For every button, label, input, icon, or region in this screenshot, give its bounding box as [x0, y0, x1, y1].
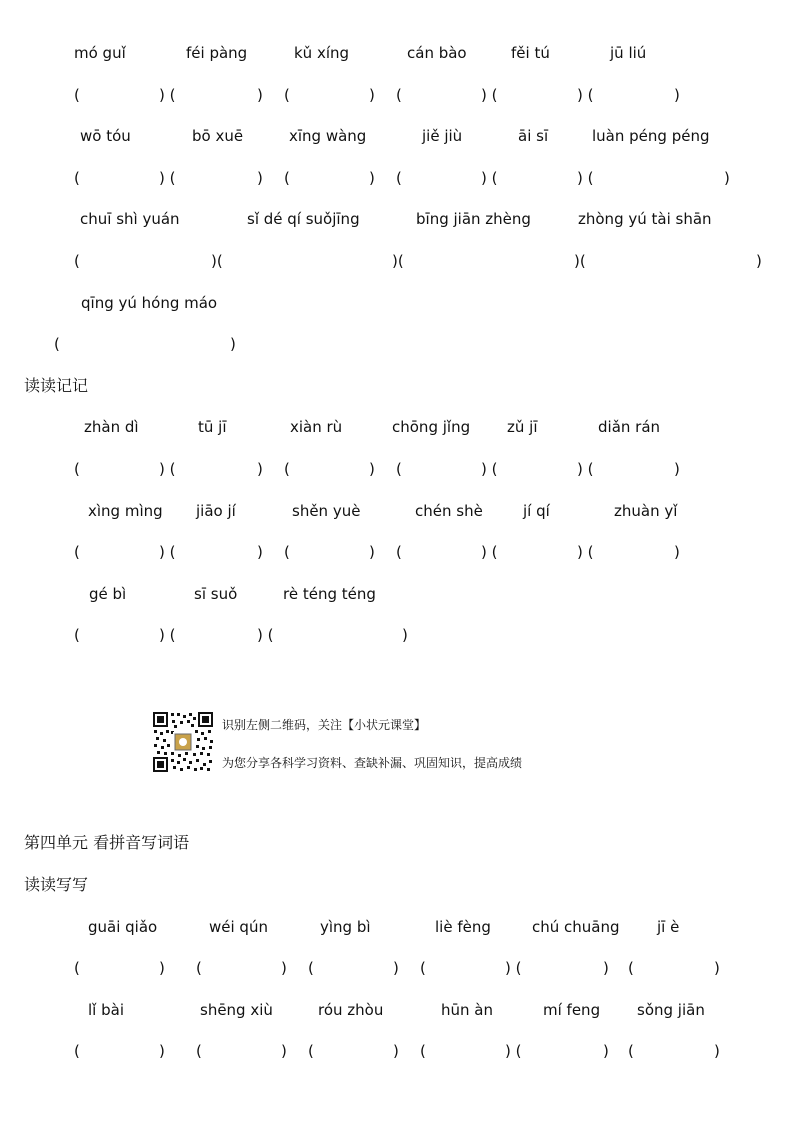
- pinyin-word: gé bì: [89, 585, 127, 603]
- pinyin-word: féi pàng: [186, 44, 248, 62]
- pinyin-word: sǒng jiān: [637, 1001, 705, 1019]
- pinyin-phrase: chuī shì yuán: [80, 210, 180, 228]
- pinyin-phrase: zhòng yú tài shān: [578, 210, 712, 228]
- pinyin-word: zǔ jī: [507, 418, 538, 436]
- pinyin-word: wō tóu: [80, 127, 131, 145]
- pinyin-word: xiàn rù: [290, 418, 343, 436]
- pinyin-word: yìng bì: [320, 918, 371, 936]
- pinyin-word: chú chuāng: [532, 918, 620, 936]
- pinyin-word: bō xuē: [192, 127, 244, 145]
- pinyin-word: kǔ xíng: [294, 44, 350, 62]
- pinyin-word: zhuàn yǐ: [614, 502, 678, 520]
- pinyin-word: cán bào: [407, 44, 467, 62]
- pinyin-word: mí feng: [543, 1001, 601, 1019]
- pinyin-word: āi sī: [518, 127, 549, 145]
- pinyin-word: liè fèng: [435, 918, 491, 936]
- pinyin-word: chōng jǐng: [392, 418, 471, 436]
- pinyin-word: zhàn dì: [84, 418, 139, 436]
- pinyin-word: xīng wàng: [289, 127, 367, 145]
- pinyin-word: shēng xiù: [200, 1001, 273, 1019]
- pinyin-word: jiāo jí: [196, 502, 236, 520]
- qr-promo-line-2: 为您分享各科学习资料、查缺补漏、巩固知识，提高成绩: [222, 756, 523, 770]
- pinyin-word: jí qí: [523, 502, 550, 520]
- pinyin-word: rè téng téng: [283, 585, 376, 603]
- unit-title: 第四单元 看拼音写词语: [24, 833, 190, 852]
- pinyin-word: mó guǐ: [74, 44, 126, 62]
- pinyin-word: jī è: [657, 918, 680, 936]
- section-title: 读读记记: [24, 376, 89, 395]
- pinyin-word: jiě jiù: [422, 127, 463, 145]
- pinyin-phrase: qīng yú hóng máo: [81, 294, 218, 312]
- pinyin-word: jū liú: [610, 44, 647, 62]
- pinyin-word: luàn péng péng: [592, 127, 710, 145]
- pinyin-word: róu zhòu: [318, 1001, 384, 1019]
- qr-code-image: [152, 711, 214, 773]
- pinyin-word: shěn yuè: [292, 502, 361, 520]
- qr-promo-line-1: 识别左侧二维码，关注【小状元课堂】: [222, 718, 427, 732]
- pinyin-word: fěi tú: [511, 44, 550, 62]
- pinyin-word: xìng mìng: [88, 502, 163, 520]
- pinyin-word: diǎn rán: [598, 418, 661, 436]
- pinyin-word: lǐ bài: [88, 1001, 124, 1019]
- pinyin-word: hūn àn: [441, 1001, 493, 1019]
- pinyin-phrase: bīng jiān zhèng: [416, 210, 531, 228]
- pinyin-word: sī suǒ: [194, 585, 238, 603]
- pinyin-word: tū jī: [198, 418, 227, 436]
- pinyin-word: wéi qún: [209, 918, 268, 936]
- pinyin-word: guāi qiǎo: [88, 918, 158, 936]
- pinyin-word: chén shè: [415, 502, 483, 520]
- pinyin-phrase: sǐ dé qí suǒjīng: [247, 210, 360, 228]
- section-subtitle: 读读写写: [24, 875, 89, 894]
